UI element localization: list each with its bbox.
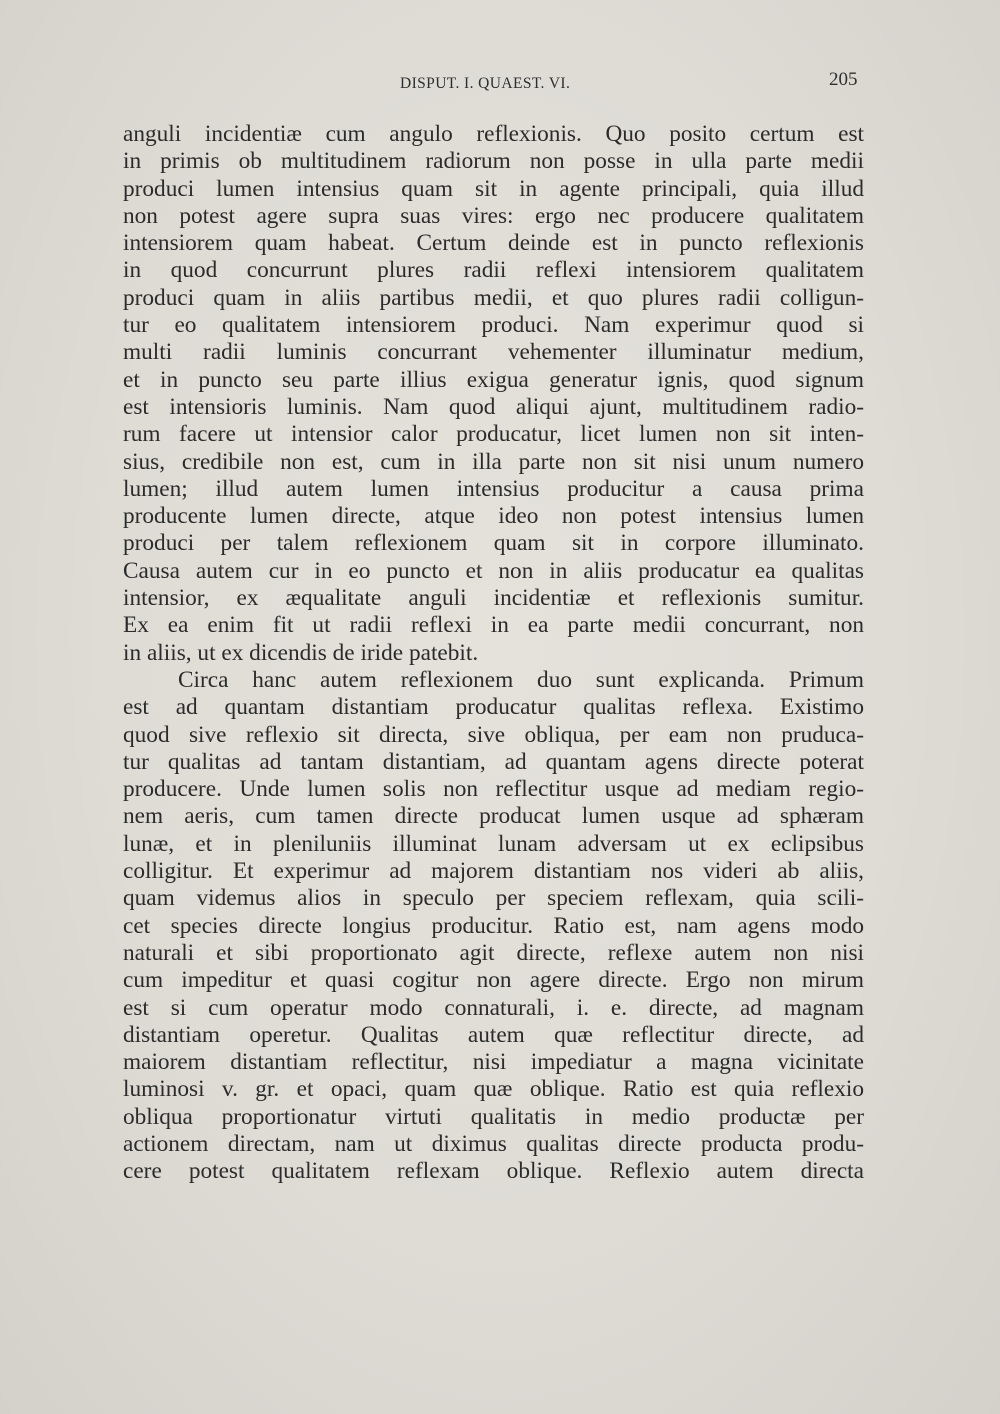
text-line: producere. Unde lumen solis non reflectitur usque ad mediam regio- (123, 776, 864, 803)
text-line: in aliis, ut ex dicendis de iride patebit. (123, 639, 479, 666)
text-line: intensiorem quam habeat. Certum deinde est in puncto reflexionis (123, 230, 864, 257)
text-line: quam videmus alios in speculo per speciem reflexam, quia scili- (123, 885, 864, 912)
text-line: est ad quantam distantiam producatur qualitas reflexa. Existimo (123, 694, 864, 721)
paragraph-1 (123, 121, 864, 667)
text-line: lumen; illud autem lumen intensius producitur a causa prima (123, 475, 864, 502)
text-line: et in puncto seu parte illius exigua generatur ignis, quod signum (123, 366, 864, 393)
text-line: in primis ob multitudinem radiorum non posse in ulla parte medii (123, 148, 864, 175)
page-number: 205 (829, 69, 858, 90)
text-line: Causa autem cur in eo puncto et non in aliis producatur ea qualitas (123, 557, 864, 584)
body-text (123, 121, 864, 1186)
text-line: Circa hanc autem reflexionem duo sunt explicanda. Primum (178, 666, 864, 693)
text-line: luminosi v. gr. et opaci, quam quæ oblique. Ratio est quia reflexio (123, 1076, 864, 1103)
text-line: cere potest qualitatem reflexam oblique. Reflexio autem directa (123, 1158, 864, 1185)
text-line: distantiam operetur. Qualitas autem quæ reflectitur directe, ad (123, 1021, 864, 1048)
text-line: tur eo qualitatem intensiorem produci. Nam experimur quod si (123, 312, 864, 339)
text-line: actionem directam, nam ut diximus qualitas directe producta produ- (123, 1130, 864, 1157)
text-line: colligitur. Et experimur ad majorem distantiam nos videri ab aliis, (123, 858, 864, 885)
text-line: cum impeditur et quasi cogitur non agere directe. Ergo non mirum (123, 967, 864, 994)
text-line: tur qualitas ad tantam distantiam, ad quantam agens directe poterat (123, 748, 864, 775)
text-line: produci per talem reflexionem quam sit in corpore illuminato. (123, 530, 864, 557)
text-line: in quod concurrunt plures radii reflexi intensiorem qualitatem (123, 257, 864, 284)
text-line: cet species directe longius producitur. Ratio est, nam agens modo (123, 912, 864, 939)
text-line: nem aeris, cum tamen directe producat lumen usque ad sphæram (123, 803, 864, 830)
text-line: quod sive reflexio sit directa, sive obliqua, per eam non pruduca- (123, 721, 864, 748)
text-line: sius, credibile non est, cum in illa parte non sit nisi unum numero (123, 448, 864, 475)
text-line: producente lumen directe, atque ideo non potest intensius lumen (123, 503, 864, 530)
text-line: multi radii luminis concurrant vehementer illuminatur medium, (123, 339, 864, 366)
text-line: intensior, ex æqualitate anguli incidentiæ et reflexionis sumitur. (123, 585, 864, 612)
text-line: produci lumen intensius quam sit in agente principali, quia illud (123, 175, 864, 202)
text-line: naturali et sibi proportionato agit directe, reflexe autem non nisi (123, 939, 864, 966)
text-line: Ex ea enim fit ut radii reflexi in ea parte medii concurrant, non (123, 612, 864, 639)
text-line: est intensioris luminis. Nam quod aliqui ajunt, multitudinem radio- (123, 393, 864, 420)
text-line: non potest agere supra suas vires: ergo nec producere qualitatem (123, 202, 864, 229)
text-line: produci quam in aliis partibus medii, et quo plures radii colligun- (123, 284, 864, 311)
running-head (0, 71, 1000, 97)
text-line: anguli incidentiæ cum angulo reflexionis. Quo posito certum est (123, 121, 864, 147)
text-line: rum facere ut intensior calor producatur, licet lumen non sit inten- (123, 421, 864, 448)
paragraph-2 (123, 667, 864, 1186)
running-head-title: DISPUT. I. QUAEST. VI. (400, 75, 571, 92)
text-line: lunæ, et in pleniluniis illuminat lunam adversam ut ex eclipsibus (123, 830, 864, 857)
text-line: est si cum operatur modo connaturali, i. e. directe, ad magnam (123, 994, 864, 1021)
text-line: maiorem distantiam reflectitur, nisi impediatur a magna vicinitate (123, 1049, 864, 1076)
text-line: obliqua proportionatur virtuti qualitatis in medio productæ per (123, 1103, 864, 1130)
